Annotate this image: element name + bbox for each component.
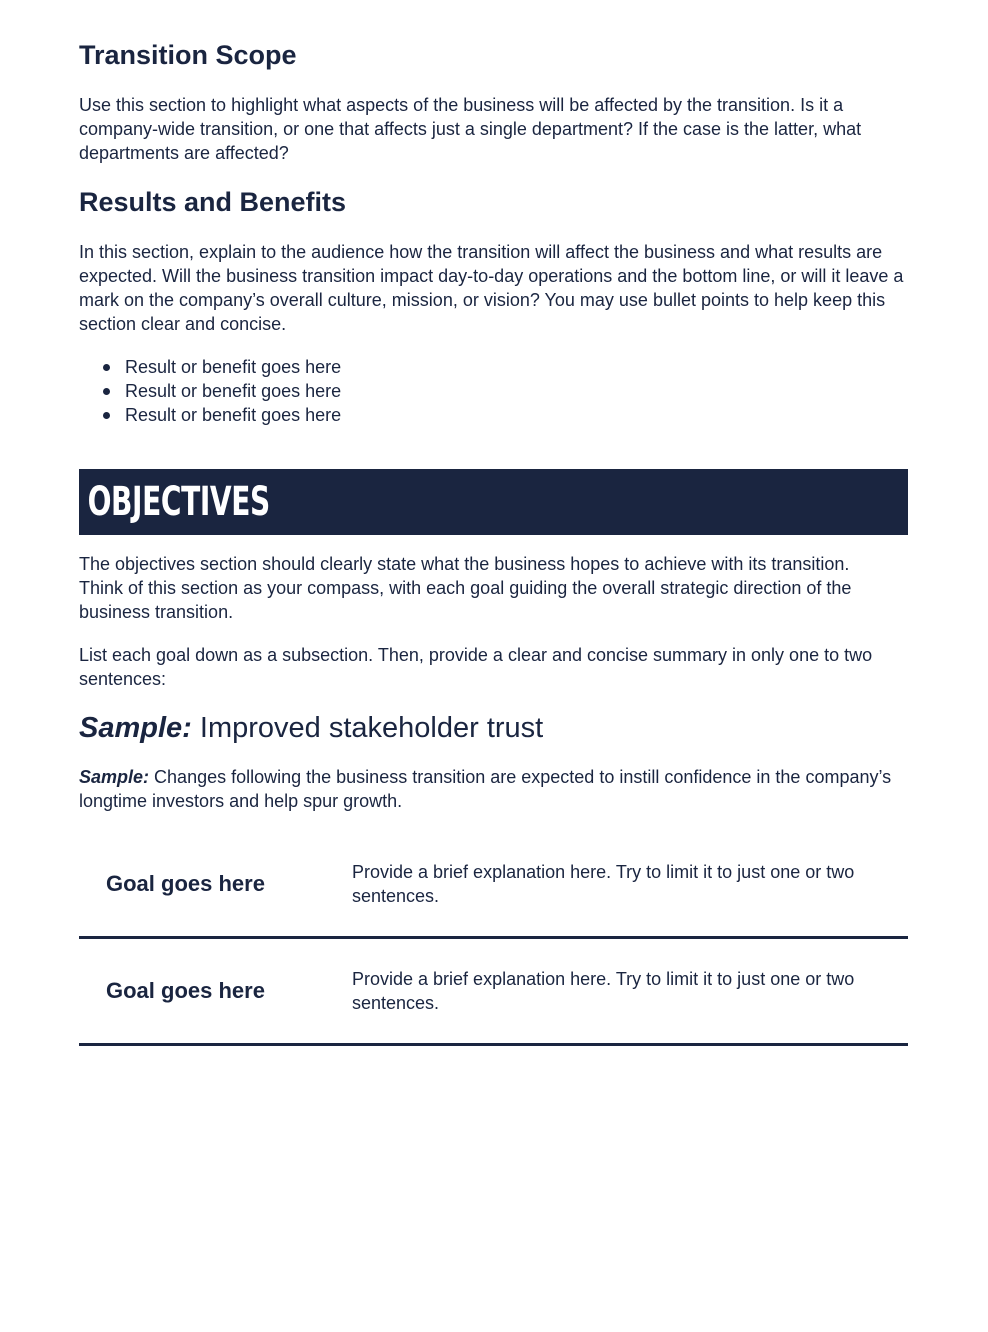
- results-benefits-paragraph: In this section, explain to the audience how the transition will affect the business and what results are expected. Will the business transition impact day-to-day operations and the bottom line, or will it leave a mark on the company’s overall culture, mission, or vision? You may use bullet points to help keep this section clear and concise.: [79, 242, 904, 334]
- objectives-paragraph-2: List each goal down as a subsection. Then, provide a clear and concise summary in only one to two sentences:: [79, 645, 873, 689]
- sample-paragraph: [79, 765, 908, 813]
- objectives-paragraph-1: The objectives section should clearly state what the business hopes to achieve with its transition. Think of this section as your compass, with each goal guiding the overall strategic direction of the business transition.: [79, 554, 852, 622]
- list-item-text: Result or benefit goes here: [125, 405, 342, 425]
- sample-heading-text: Improved stakeholder trust: [199, 712, 544, 744]
- bullet-icon: [103, 412, 110, 419]
- list-item-text: Result or benefit goes here: [125, 381, 342, 401]
- results-benefits-heading: Results and Benefits: [79, 187, 347, 217]
- goal-title: Goal goes here: [106, 871, 265, 896]
- bullet-icon: [103, 388, 110, 395]
- bullet-icon: [103, 364, 110, 371]
- sample-paragraph-text: Changes following the business transition are expected to instill confidence in the company’s longtime investors and help spur growth.: [79, 767, 892, 811]
- sample-heading: [79, 710, 543, 746]
- transition-scope-heading: Transition Scope: [79, 40, 297, 70]
- goal-description: Provide a brief explanation here. Try to limit it to just one or two sentences.: [352, 969, 855, 1013]
- sample-heading-label: Sample:: [79, 712, 192, 744]
- table-row: [79, 939, 908, 1046]
- goals-table: [79, 832, 908, 1046]
- sample-paragraph-label: Sample:: [79, 767, 150, 787]
- list-item-text: Result or benefit goes here: [125, 357, 342, 377]
- list-item: [79, 403, 908, 427]
- goal-title: Goal goes here: [106, 978, 265, 1003]
- results-bullet-list: [79, 355, 908, 427]
- objectives-banner-title: OBJECTIVES: [87, 479, 270, 525]
- objectives-banner: [79, 469, 908, 535]
- list-item: [79, 355, 908, 379]
- table-row: [79, 832, 908, 939]
- list-item: [79, 379, 908, 403]
- goal-description: Provide a brief explanation here. Try to limit it to just one or two sentences.: [352, 862, 855, 906]
- transition-scope-paragraph: Use this section to highlight what aspects of the business will be affected by the transition. Is it a company-wide transition, or one that affects just a single department? If the case is the latter, what departments are affected?: [79, 95, 862, 163]
